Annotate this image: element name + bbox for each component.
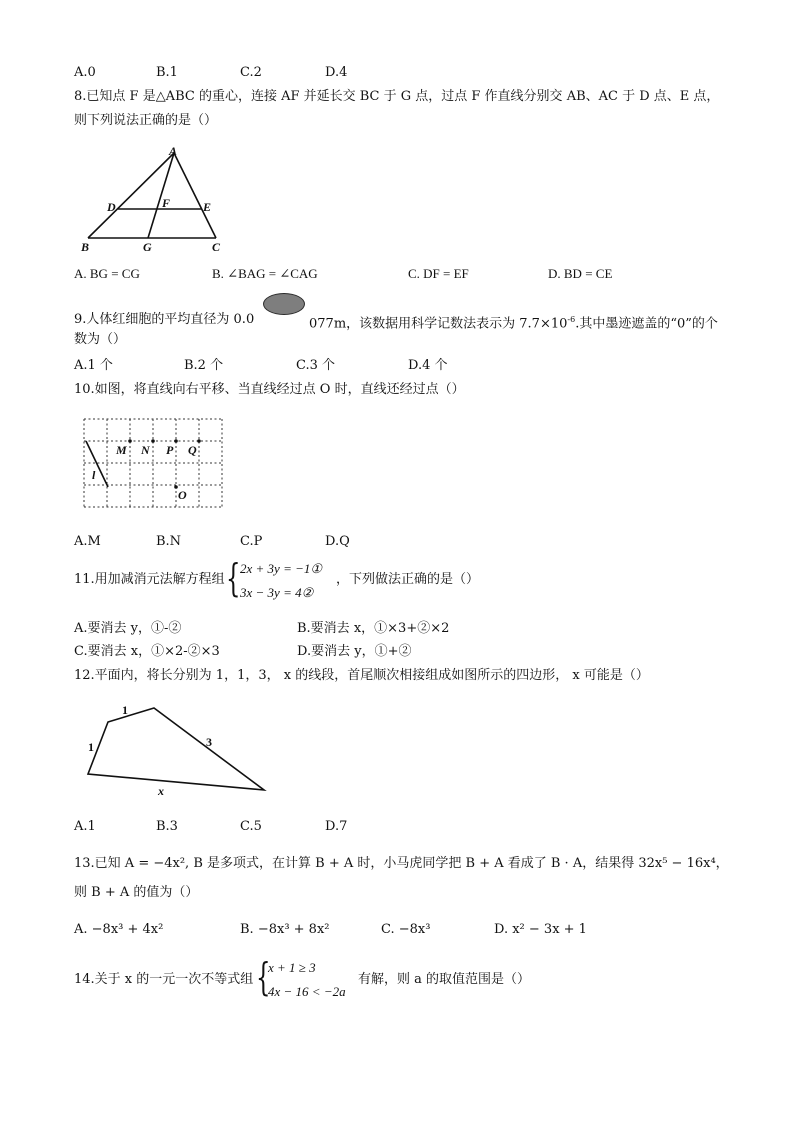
- q10-option-a: A.M: [74, 534, 101, 549]
- q10-point-m: [128, 439, 132, 443]
- q12-label-right: 3: [206, 735, 212, 749]
- q10-label-m: M: [116, 443, 127, 457]
- q13-stem-line1: 13.已知 A = −4x², B 是多项式，在计算 B + A 时，小马虎同学把 B + A 看成了 B · A，结果得 32x⁵ − 16x⁴，: [74, 856, 729, 871]
- q7-option-d: D.4: [325, 65, 348, 80]
- q9-stem-part3: .其中墨迹遮盖的“0”的个: [575, 316, 718, 332]
- q8-label-d: D: [107, 200, 116, 214]
- q10-label-p: P: [166, 443, 174, 457]
- q10-point-q: [197, 439, 201, 443]
- q12-quadrilateral: [88, 708, 264, 790]
- q8-option-a: A. BG = CG: [74, 266, 140, 281]
- q10-label-o: O: [178, 488, 187, 502]
- q10-label-q: Q: [188, 443, 197, 457]
- q10-point-p: [174, 439, 178, 443]
- q9-stem-text: 077m，该数据用科学记数法表示为 7.7×10: [309, 316, 568, 332]
- q14-stem-suffix: 有解，则 a 的取值范围是（）: [358, 972, 531, 987]
- q8-side-ac: [174, 153, 216, 238]
- q9-stem-line2: 数为（）: [74, 332, 127, 347]
- q13-option-a: A. −8x³ + 4x²: [74, 922, 164, 937]
- q7-option-b: B.1: [156, 65, 178, 80]
- q9-option-b: B.2 个: [184, 358, 224, 373]
- q12-stem: 12.平面内，将长分别为 1，1，3， x 的线段，首尾顺次相接组成如图所示的四边形， x 可能是（）: [74, 668, 649, 683]
- q12-option-a: A.1: [74, 819, 96, 834]
- q11-stem-prefix: 11.用加减消元法解方程组: [74, 572, 225, 587]
- q10-option-c: C.P: [240, 534, 263, 549]
- q10-option-d: D.Q: [325, 534, 350, 549]
- q11-option-d: D.要消去 y，①+②: [297, 644, 412, 659]
- q8-label-f: F: [162, 196, 171, 210]
- q8-label-a: A: [169, 144, 178, 158]
- q10-grid-figure: [82, 416, 228, 512]
- q8-stem-line1: 8.已知点 F 是△ABC 的重心，连接 AF 并延长交 BC 于 G 点，过点 F 作直线分别交 AB、AC 于 D 点、E 点，: [74, 89, 720, 104]
- q13-stem-line2: 则 B + A 的值为（）: [74, 885, 199, 900]
- q8-label-c: C: [212, 240, 221, 254]
- q8-option-d: D. BD = CE: [548, 266, 613, 281]
- q13-option-b: B. −8x³ + 8x²: [240, 922, 330, 937]
- q14-brace: {: [256, 955, 271, 999]
- q7-option-a: A.0: [74, 65, 96, 80]
- q14-stem-prefix: 14.关于 x 的一元一次不等式组: [74, 972, 254, 987]
- q9-option-a: A.1 个: [74, 358, 113, 373]
- q12-label-top: 1: [122, 703, 128, 717]
- q9-option-c: C.3 个: [296, 358, 336, 373]
- q8-triangle-figure: [76, 143, 236, 255]
- q12-quadrilateral-figure: [80, 698, 272, 798]
- q8-option-c: C. DF = EF: [408, 266, 469, 281]
- q11-equation-2: 3x − 3y = 4②: [240, 585, 314, 600]
- q10-point-n: [151, 439, 155, 443]
- q11-stem-suffix: ，下列做法正确的是（）: [336, 572, 480, 587]
- q13-option-c: C. −8x³: [381, 922, 431, 937]
- q10-option-b: B.N: [156, 534, 182, 549]
- q12-label-bottom: x: [158, 784, 164, 798]
- q12-option-d: D.7: [325, 819, 348, 834]
- q9-stem-part1: 9.人体红细胞的平均直径为 0.0: [74, 312, 255, 327]
- q8-option-b: B. ∠BAG = ∠CAG: [212, 266, 318, 281]
- ink-blot-image: [263, 293, 305, 315]
- q12-option-b: B.3: [156, 819, 178, 834]
- q11-equation-1: 2x + 3y = −1①: [240, 561, 323, 576]
- q14-inequality-1: x + 1 ≥ 3: [268, 960, 316, 975]
- q14-inequality-2: 4x − 16 < −2a: [268, 984, 346, 999]
- q10-stem: 10.如图，将直线向右平移、当直线经过点 O 时，直线还经过点（）: [74, 382, 465, 397]
- q8-label-e: E: [203, 200, 212, 214]
- q12-label-left: 1: [88, 740, 94, 754]
- q11-option-a: A.要消去 y，①-②: [74, 621, 182, 636]
- q10-label-l: l: [92, 468, 96, 482]
- q11-brace: {: [226, 556, 241, 600]
- q8-label-b: B: [81, 240, 90, 254]
- q11-option-b: B.要消去 x，①×3+②×2: [297, 621, 450, 636]
- q9-option-d: D.4 个: [408, 358, 448, 373]
- q7-option-c: C.2: [240, 65, 262, 80]
- q11-option-c: C.要消去 x，①×2-②×3: [74, 644, 220, 659]
- q12-option-c: C.5: [240, 819, 262, 834]
- q13-option-d: D. x² − 3x + 1: [494, 922, 587, 937]
- q10-line-l: [86, 441, 108, 487]
- q9-stem-part2: [309, 311, 718, 333]
- q8-label-g: G: [143, 240, 152, 254]
- q8-stem-line2: 则下列说法正确的是（）: [74, 113, 218, 128]
- q10-label-n: N: [141, 443, 150, 457]
- q9-exponent: -6: [567, 315, 576, 324]
